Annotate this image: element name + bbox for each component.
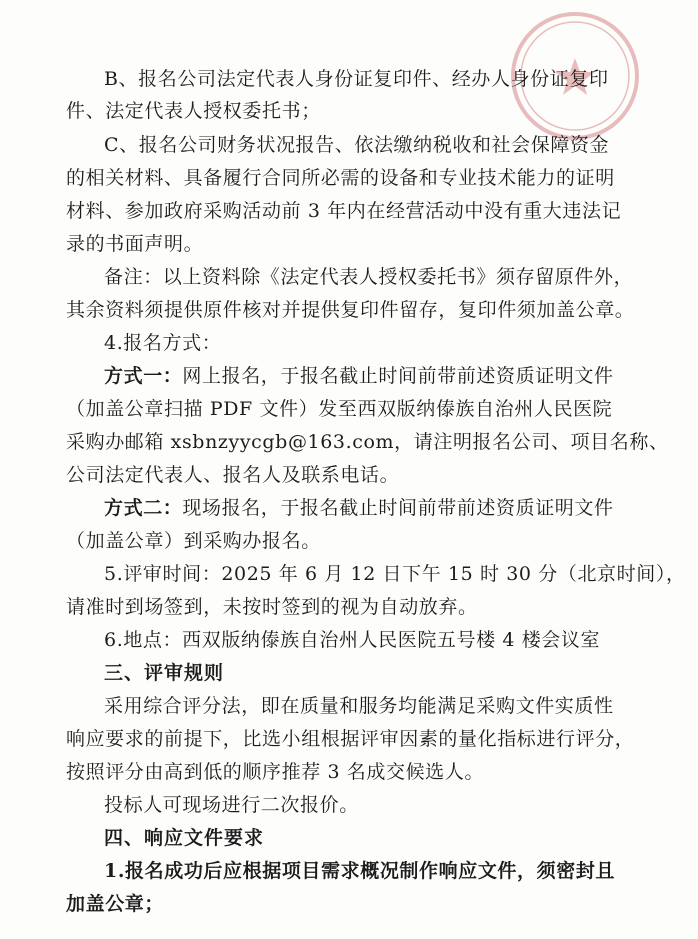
text-line: 公司法定代表人、报名人及联系电话。 xyxy=(66,464,400,486)
text-line: 件、法定代表人授权委托书； xyxy=(66,100,321,122)
method-one-line xyxy=(104,363,646,389)
text-line: 6.地点：西双版纳傣族自治州人民医院五号楼 4 楼会议室 xyxy=(104,629,601,651)
text-line: 其余资料须提供原件核对并提供复印件留存，复印件须加盖公章。 xyxy=(66,299,635,321)
text-line: 1.报名成功后应根据项目需求概况制作响应文件，须密封且 xyxy=(104,860,616,882)
text-line: 的相关材料、具备履行合同所必需的设备和专业技术能力的证明 xyxy=(66,167,615,189)
text-line: B、报名公司法定代表人身份证复印件、经办人身份证复印 xyxy=(104,68,609,90)
section-heading: 三、评审规则 xyxy=(104,662,225,684)
method-two-line xyxy=(104,495,646,521)
text-line: 请准时到场签到，未按时签到的视为自动放弃。 xyxy=(66,596,478,618)
text-line: 采购办邮箱 xsbnzyycgb@163.com，请注明报名公司、项目名称、 xyxy=(66,431,669,453)
text-line: （加盖公章）到采购办报名。 xyxy=(66,530,321,552)
method-two-text: 现场报名，于报名截止时间前带前述资质证明文件 xyxy=(182,497,614,519)
text-line: 加盖公章； xyxy=(66,893,165,915)
text-line: 5.评审时间：2025 年 6 月 12 日下午 15 时 30 分（北京时间）， xyxy=(104,563,686,585)
method-one-text: 网上报名，于报名截止时间前带前述资质证明文件 xyxy=(182,365,614,387)
text-line: 材料、参加政府采购活动前 3 年内在经营活动中没有重大违法记 xyxy=(66,200,622,222)
method-two-label: 方式二： xyxy=(104,497,183,519)
text-line: C、报名公司财务状况报告、依法缴纳税收和社会保障资金 xyxy=(104,134,610,156)
text-line: （加盖公章扫描 PDF 文件）发至西双版纳傣族自治州人民医院 xyxy=(66,398,613,420)
text-line: 采用综合评分法，即在质量和服务均能满足采购文件实质性 xyxy=(104,695,614,717)
section-heading: 四、响应文件要求 xyxy=(104,827,265,849)
text-line: 4.报名方式： xyxy=(104,332,222,354)
text-line: 投标人可现场进行二次报价。 xyxy=(104,794,359,816)
text-line: 备注：以上资料除《法定代表人授权委托书》须存留原件外， xyxy=(104,266,634,288)
text-line: 响应要求的前提下，比选小组根据评审因素的量化指标进行评分， xyxy=(66,728,635,750)
method-one-label: 方式一： xyxy=(104,365,183,387)
text-line: 录的书面声明。 xyxy=(66,233,204,255)
text-line: 按照评分由高到低的顺序推荐 3 名成交候选人。 xyxy=(66,761,484,783)
